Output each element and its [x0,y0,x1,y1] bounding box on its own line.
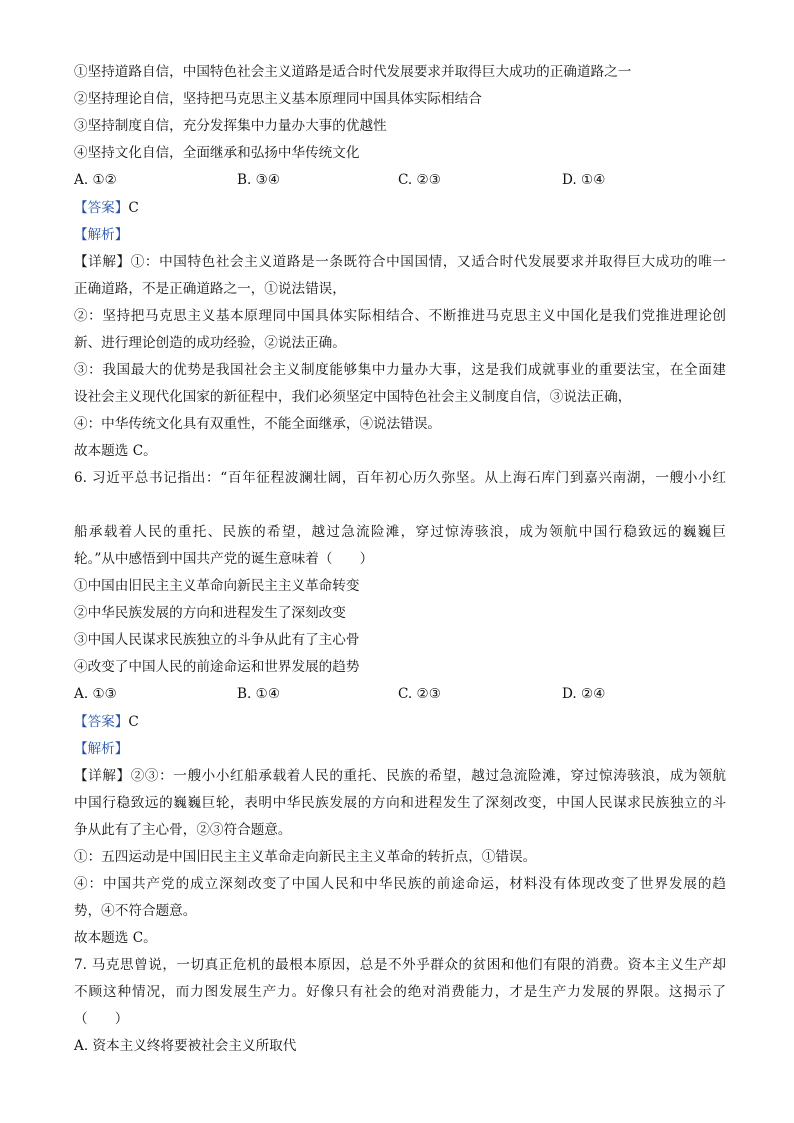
q7-stem-3: （ ） [74,1011,129,1027]
q5-statement-1: ①坚持道路自信，中国特色社会主义道路是适合时代发展要求并取得巨大成功的正确道路之一 [74,64,632,80]
q6-conclusion: 故本题选 C。 [74,930,157,946]
q5-answer [74,198,726,218]
q5-explanation-3: ②：坚持把马克思主义基本原理同中国具体实际相结合、不断推进马克思主义中国化是我们党推进理论创 [74,308,726,324]
q6-statement-1: ①中国由旧民主主义革命向新民主主义革命转变 [74,578,360,594]
q6-stem-3: 轮。”从中感悟到中国共产党的诞生意味着（ ） [74,551,374,567]
q6-answer-tag: 【答案】 [74,714,129,730]
q7-stem-1: 7. 马克思曾说，一切真正危机的最根本原因，总是不外乎群众的贫困和他们有限的消费。资本主义生产却 [74,957,726,973]
q5-analysis [74,225,726,245]
q7-stem-2: 不顾这种情况，而力图发展生产力。好像只有社会的绝对消费能力，才是生产力发展的界限。这揭示了 [74,984,726,1000]
q5-explanation-5: ③：我国最大的优势是我国社会主义制度能够集中力量办大事，这是我们成就事业的重要法宝，在全面建 [74,362,726,378]
q5-explanation-1 [74,252,726,272]
q6-explanation-3: 争从此有了主心骨，②③符合题意。 [74,822,292,838]
q6-explanation-5: ④：中国共产党的成立深刻改变了中国人民和中华民族的前途命运，材料没有体现改变了世界发展的趋 [74,876,726,892]
q5-detail-tag: 【详解】 [74,254,131,270]
q6-answer-value: C [128,714,139,730]
q6-explanation-text-1: ②③：一艘小小红船承载着人民的重托、民族的希望，越过急流险滩，穿过惊涛骇浪，成为领航 [130,768,726,784]
q5-answer-value: C [128,200,139,216]
q5-analysis-tag: 【解析】 [74,227,129,243]
q7-option-a: A. 资本主义终将要被社会主义所取代 [74,1038,297,1054]
q6-answer [74,712,726,732]
q6-explanation-6: 势，④不符合题意。 [74,903,197,919]
q5-option-b: B. ③④ [237,172,281,188]
q5-explanation-4: 新、进行理论创造的成功经验，②说法正确。 [74,335,346,351]
q5-option-c: C. ②③ [398,172,441,188]
q5-explanation-2: 正确道路，不是正确道路之一，①说法错误， [74,281,346,297]
q6-analysis [74,739,726,759]
q6-explanation-1 [74,766,726,786]
q5-explanation-7: ④：中华传统文化具有双重性，不能全面继承，④说法错误。 [74,416,442,432]
q5-option-a: A. ①② [74,172,117,188]
q6-option-a: A. ①③ [74,686,117,702]
q5-statement-4: ④坚持文化自信，全面继承和弘扬中华传统文化 [74,145,360,161]
q6-stem-2: 船承载着人民的重托、民族的希望，越过急流险滩，穿过惊涛骇浪，成为领航中国行稳致远的巍巍巨 [74,524,726,540]
q6-statement-3: ③中国人民谋求民族独立的斗争从此有了主心骨 [74,632,360,648]
q6-explanation-4: ①：五四运动是中国旧民主主义革命走向新民主主义革命的转折点，①错误。 [74,849,537,865]
q6-explanation-2: 中国行稳致远的巍巍巨轮，表明中华民族发展的方向和进程发生了深刻改变，中国人民谋求民族独立的斗 [74,795,726,811]
q6-analysis-tag: 【解析】 [74,741,129,757]
q6-option-c: C. ②③ [398,686,441,702]
q5-answer-tag: 【答案】 [74,200,129,216]
q5-explanation-text-1: ①：中国特色社会主义道路是一条既符合中国国情，又适合时代发展要求并取得巨大成功的唯一 [130,254,726,270]
q5-conclusion: 故本题选 C。 [74,443,157,459]
q5-option-d: D. ①④ [562,172,606,188]
q5-explanation-6: 设社会主义现代化国家的新征程中，我们必须坚定中国特色社会主义制度自信，③说法正确， [74,389,632,405]
q6-detail-tag: 【详解】 [74,768,131,784]
q6-statement-2: ②中华民族发展的方向和进程发生了深刻改变 [74,605,346,621]
q6-option-d: D. ②④ [562,686,606,702]
q6-statement-4: ④改变了中国人民的前途命运和世界发展的趋势 [74,659,360,675]
q6-stem-1: 6. 习近平总书记指出：“百年征程波澜壮阔，百年初心历久弥坚。从上海石库门到嘉兴南湖，一艘小小红 [74,470,726,486]
q6-option-b: B. ①④ [237,686,281,702]
q5-statement-2: ②坚持理论自信，坚持把马克思主义基本原理同中国具体实际相结合 [74,91,482,107]
q5-statement-3: ③坚持制度自信，充分发挥集中力量办大事的优越性 [74,118,387,134]
